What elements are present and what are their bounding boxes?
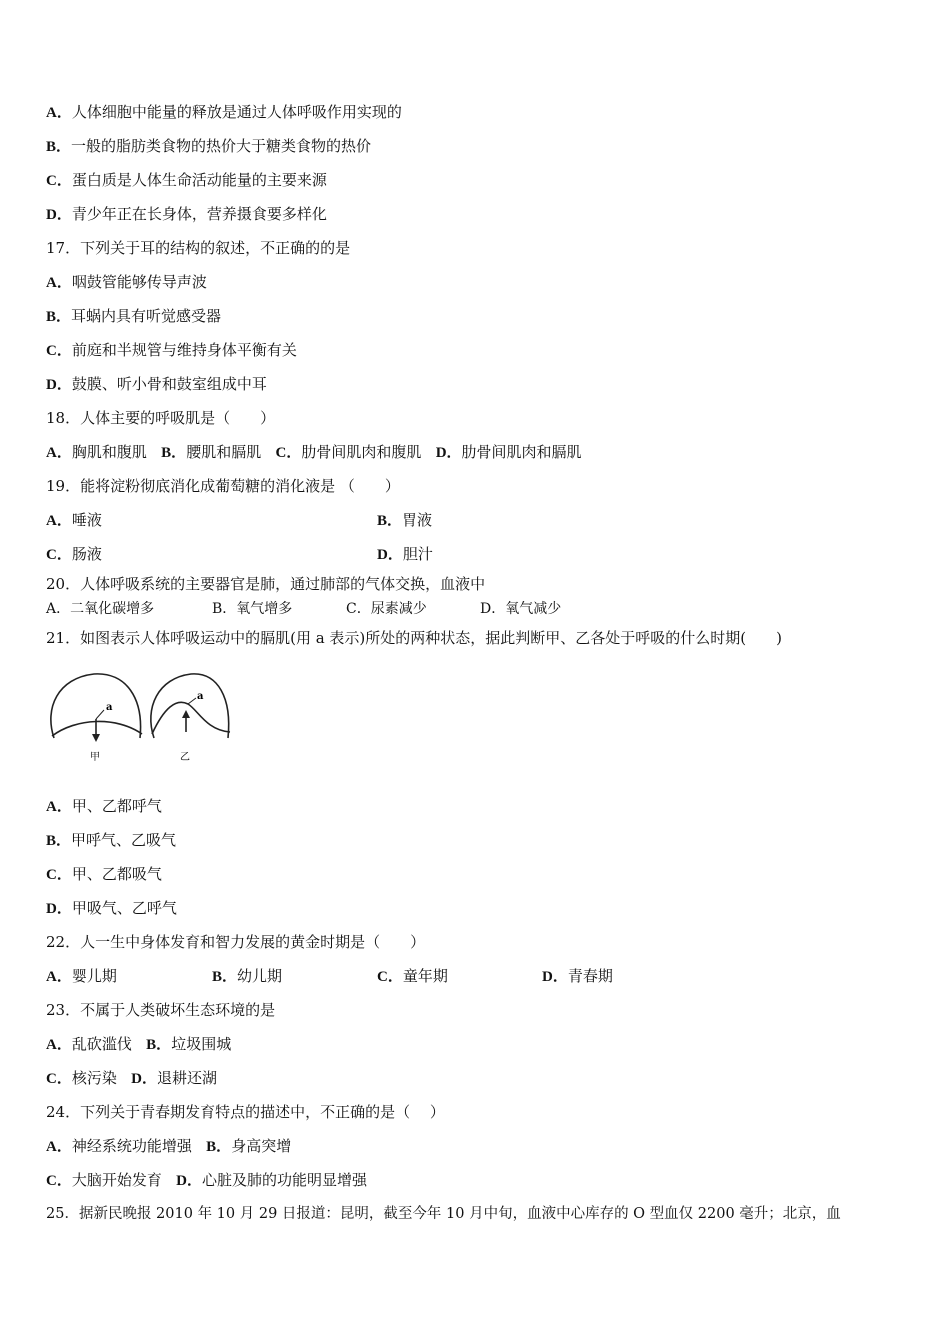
q23-option-a: A．乱砍滥伐 bbox=[46, 1035, 132, 1053]
q21-stem: 21．如图表示人体呼吸运动中的膈肌(用 a 表示)所处的两种状态，据此判断甲、乙各处于呼吸的什么时期( ) bbox=[46, 629, 782, 647]
q19-stem: 19．能将淀粉彻底消化成葡萄糖的消化液是 （ ） bbox=[46, 477, 400, 495]
q19-option-b: B．胃液 bbox=[377, 511, 433, 529]
q20-option-a: A．二氧化碳增多 bbox=[46, 601, 155, 617]
figure-right-caption: 乙 bbox=[180, 752, 190, 763]
q24-option-c: C．大脑开始发育 bbox=[46, 1171, 162, 1189]
figure-left-caption: 甲 bbox=[90, 752, 100, 763]
figure-right-chest bbox=[151, 674, 230, 738]
q24-options-ab bbox=[46, 1136, 291, 1157]
figure-right-mark: a bbox=[197, 691, 204, 702]
q23-option-c: C．核污染 bbox=[46, 1069, 117, 1087]
q23-stem: 23．不属于人类破坏生态环境的是 bbox=[46, 1001, 276, 1019]
q22-option-d: D．青春期 bbox=[542, 967, 613, 985]
q21-option-b: B．甲呼气、乙吸气 bbox=[46, 831, 177, 849]
q23-options-ab bbox=[46, 1034, 231, 1055]
q23-option-b: B．垃圾围城 bbox=[146, 1035, 232, 1053]
q25-stem: 25．据新民晚报 2010 年 10 月 29 日报道：昆明，截至今年 10 月中旬，血液中心库存的 O 型血仅 2200 毫升；北京，血 bbox=[46, 1206, 841, 1222]
q20-option-c: C．尿素减少 bbox=[346, 601, 427, 617]
q18-option-b: B．腰肌和膈肌 bbox=[161, 443, 262, 461]
q17-stem: 17．下列关于耳的结构的叙述，不正确的的是 bbox=[46, 239, 351, 257]
q24-stem: 24．下列关于青春期发育特点的描述中，不正确的是（ ） bbox=[46, 1103, 445, 1121]
q19-option-a: A．唾液 bbox=[46, 511, 102, 529]
q16-option-b: B．一般的脂肪类食物的热价大于糖类食物的热价 bbox=[46, 137, 372, 155]
q24-option-b: B．身高突增 bbox=[206, 1137, 292, 1155]
q22-option-b: B．幼儿期 bbox=[212, 967, 283, 985]
q24-options-cd bbox=[46, 1170, 367, 1191]
q18-stem: 18．人体主要的呼吸肌是（ ） bbox=[46, 409, 276, 427]
q21-option-c: C．甲、乙都吸气 bbox=[46, 865, 162, 883]
q22-option-a: A．婴儿期 bbox=[46, 967, 117, 985]
q22-stem: 22．人一生中身体发育和智力发展的黄金时期是（ ） bbox=[46, 933, 426, 951]
figure-left-mark: a bbox=[106, 702, 113, 713]
diaphragm-figure bbox=[46, 668, 236, 768]
q21-option-d: D．甲吸气、乙呼气 bbox=[46, 899, 177, 917]
q20-option-b: B．氧气增多 bbox=[212, 601, 293, 617]
q18-option-a: A．胸肌和腹肌 bbox=[46, 443, 147, 461]
q24-option-d: D．心脏及肺的功能明显增强 bbox=[176, 1171, 368, 1189]
q19-option-d: D．胆汁 bbox=[377, 545, 433, 563]
q16-option-d: D．青少年正在长身体，营养摄食要多样化 bbox=[46, 205, 327, 223]
q22-option-c: C．童年期 bbox=[377, 967, 448, 985]
q16-option-c: C．蛋白质是人体生命活动能量的主要来源 bbox=[46, 171, 327, 189]
q18-option-d: D．肋骨间肌肉和膈肌 bbox=[435, 443, 582, 461]
q21-option-a: A．甲、乙都呼气 bbox=[46, 797, 162, 815]
q23-options-cd bbox=[46, 1068, 217, 1089]
q24-option-a: A．神经系统功能增强 bbox=[46, 1137, 192, 1155]
q23-option-d: D．退耕还湖 bbox=[131, 1069, 218, 1087]
q20-stem: 20．人体呼吸系统的主要器官是肺，通过肺部的气体交换，血液中 bbox=[46, 575, 486, 593]
q18-options bbox=[46, 442, 582, 463]
q18-option-c: C．肋骨间肌肉和腹肌 bbox=[275, 443, 422, 461]
q17-option-c: C．前庭和半规管与维持身体平衡有关 bbox=[46, 341, 297, 359]
q20-option-d: D．氧气减少 bbox=[480, 601, 562, 617]
q17-option-a: A．咽鼓管能够传导声波 bbox=[46, 273, 207, 291]
q19-option-c: C．肠液 bbox=[46, 545, 102, 563]
q16-option-a: A．人体细胞中能量的释放是通过人体呼吸作用实现的 bbox=[46, 103, 402, 121]
q17-option-d: D．鼓膜、听小骨和鼓室组成中耳 bbox=[46, 375, 267, 393]
q17-option-b: B．耳蜗内具有听觉感受器 bbox=[46, 307, 222, 325]
